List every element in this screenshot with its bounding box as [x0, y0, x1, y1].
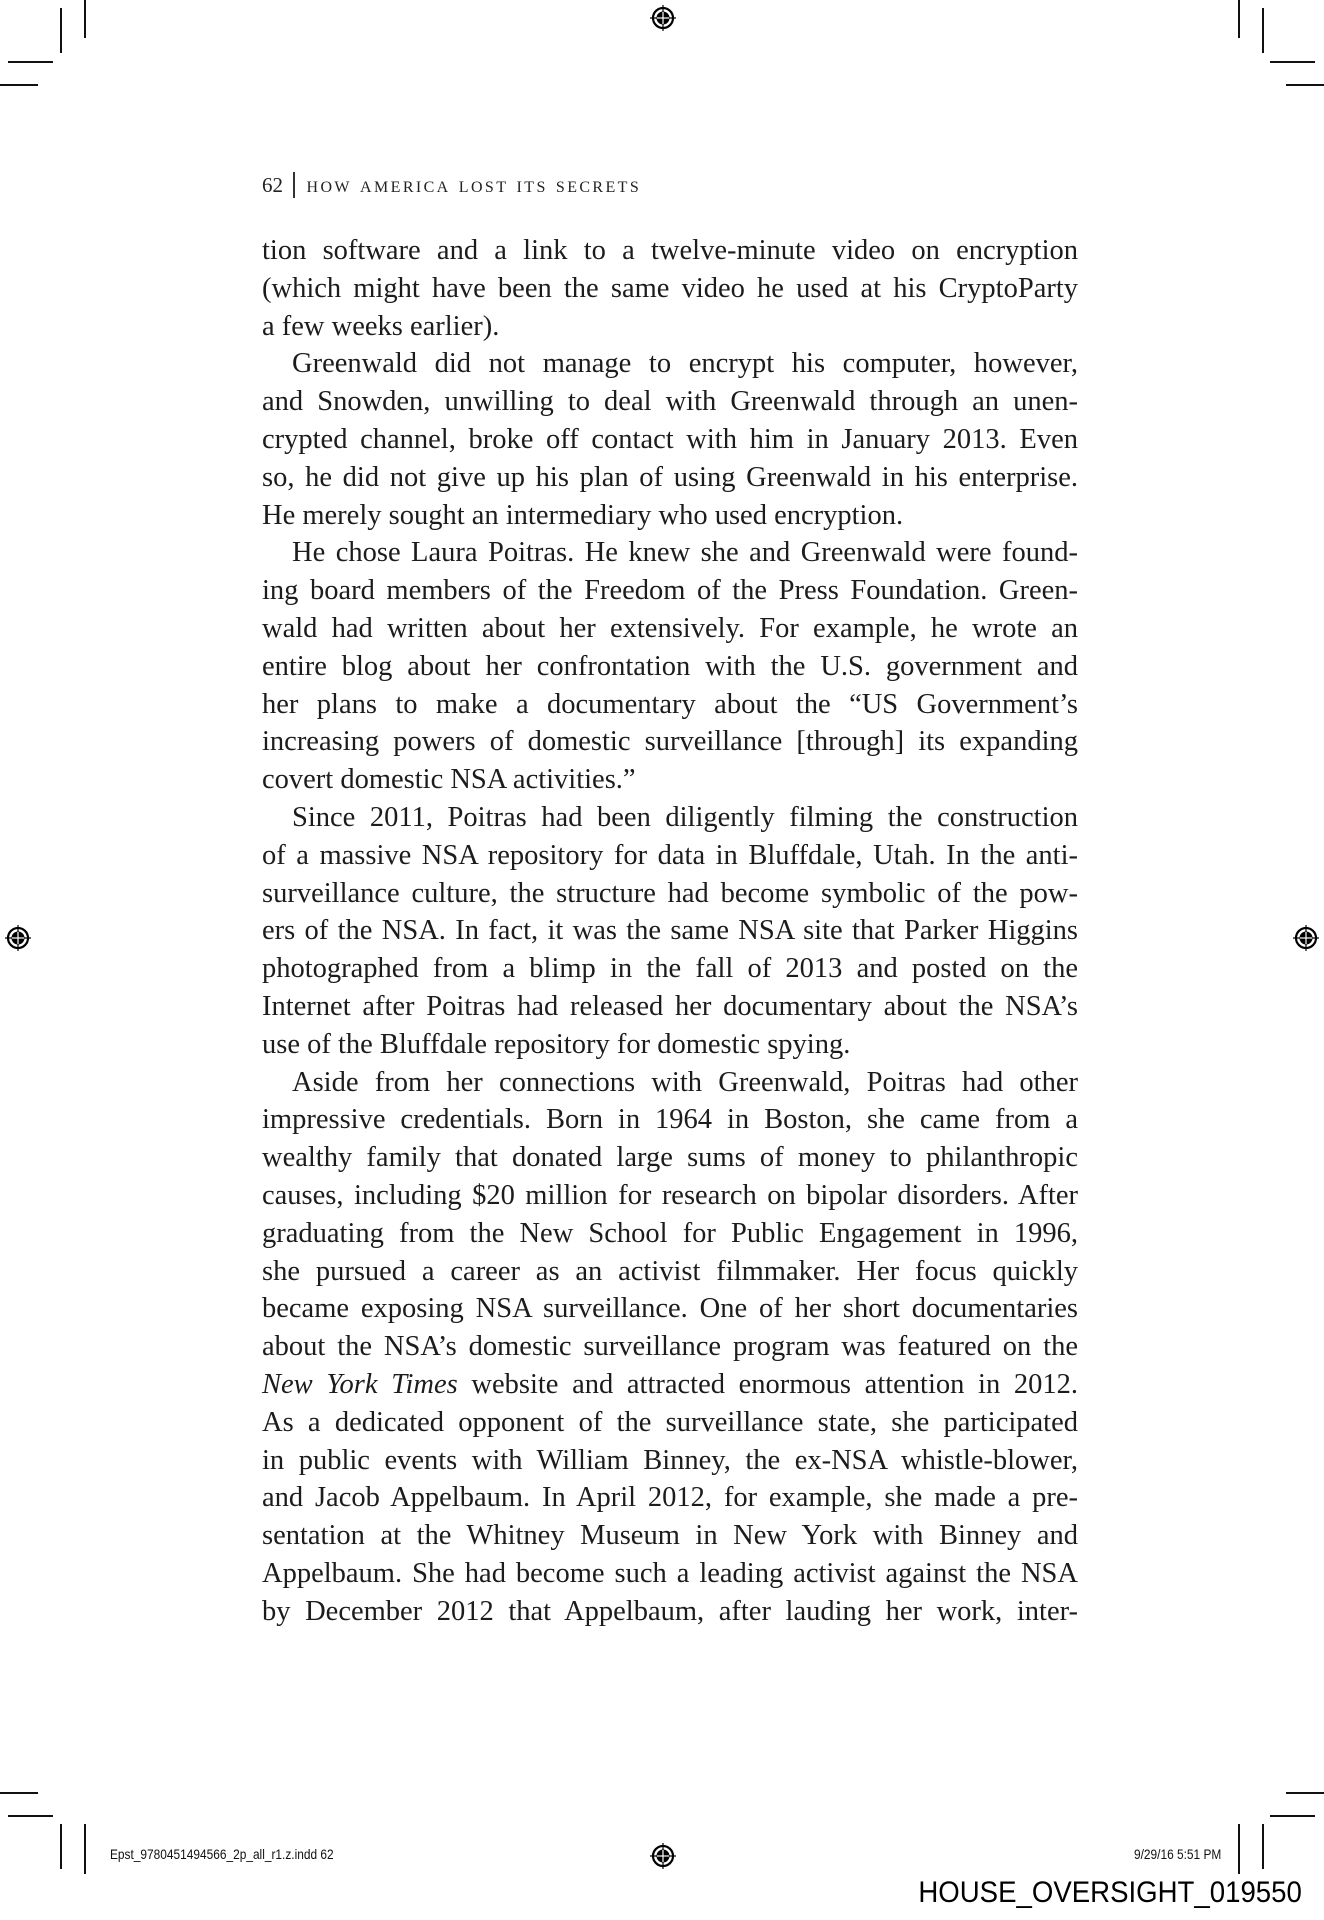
text-line: causes, including $20 million for research on bipolar disorders. After [262, 1179, 1078, 1211]
bates-number: HOUSE_OVERSIGHT_019550 [918, 1876, 1302, 1909]
text-line: He merely sought an intermediary who used encryption. [262, 499, 904, 531]
crosshair-registration-icon [1292, 924, 1320, 952]
text-line: of a massive NSA repository for data in Bluffdale, Utah. In the anti- [262, 839, 1078, 871]
text-line: so, he did not give up his plan of using Greenwald in his enterprise. [262, 461, 1078, 493]
crop-mark [0, 1792, 38, 1794]
text-line: in public events with William Binney, the ex-NSA whistle-blower, [262, 1444, 1078, 1476]
crop-mark [1238, 1824, 1240, 1874]
text-line: about the NSA’s domestic surveillance program was featured on the [262, 1331, 1078, 1363]
text-line: New York Times website and attracted enormous attention in 2012. [262, 1368, 1078, 1400]
text-line: wealthy family that donated large sums of money to philanthropic [262, 1142, 1078, 1174]
text-line: As a dedicated opponent of the surveillance state, she participated [262, 1406, 1078, 1438]
italic-title: New York Times [262, 1368, 458, 1400]
text-line: Greenwald did not manage to encrypt his computer, however, [292, 348, 1078, 380]
body-text [262, 232, 1078, 1630]
crop-mark [1262, 8, 1264, 53]
crop-mark [1262, 1824, 1264, 1869]
slug-file-name: Epst_9780451494566_2p_all_r1.z.indd 62 [110, 1846, 334, 1862]
crop-mark [84, 1824, 86, 1874]
header-divider [293, 172, 295, 198]
text-line: Since 2011, Poitras had been diligently filming the construction [292, 801, 1078, 833]
crop-mark [8, 1815, 53, 1817]
text-line: Internet after Poitras had released her documentary about the NSA’s [262, 990, 1078, 1022]
text-line: Appelbaum. She had become such a leading activist against the NSA [262, 1557, 1078, 1589]
crop-mark [1286, 84, 1324, 86]
text-line: crypted channel, broke off contact with him in January 2013. Even [262, 423, 1078, 455]
text-line: photographed from a blimp in the fall of 2013 and posted on the [262, 953, 1078, 985]
crop-mark [1286, 1792, 1324, 1794]
text-line: she pursued a career as an activist filmmaker. Her focus quickly [262, 1255, 1078, 1287]
text-line: (which might have been the same video he used at his CryptoParty [262, 272, 1078, 304]
text-line: increasing powers of domestic surveillance [through] its expanding [262, 726, 1078, 758]
text-line: sentation at the Whitney Museum in New York with Binney and [262, 1520, 1078, 1552]
text-line: wald had written about her extensively. For example, he wrote an [262, 612, 1078, 644]
crop-mark [60, 8, 62, 53]
book-title: how america lost its secrets [306, 172, 642, 197]
running-head [262, 172, 641, 198]
text-line: ing board members of the Freedom of the Press Foundation. Green- [262, 575, 1078, 607]
crop-mark [84, 0, 86, 38]
page-number: 62 [262, 173, 283, 197]
text-line: entire blog about her confrontation with the U.S. government and [262, 650, 1078, 682]
text-line: a few weeks earlier). [262, 310, 500, 342]
crop-mark [8, 61, 53, 63]
text-line: tion software and a link to a twelve-minute video on encryption [262, 235, 1078, 266]
crosshair-registration-icon [649, 4, 677, 32]
text-line: became exposing NSA surveillance. One of her short documentaries [262, 1293, 1078, 1325]
crop-mark [0, 84, 38, 86]
text-line: impressive credentials. Born in 1964 in Boston, she came from a [262, 1104, 1078, 1136]
text-line: ers of the NSA. In fact, it was the same NSA site that Parker Higgins [262, 915, 1078, 947]
text-line: He chose Laura Poitras. He knew she and Greenwald were found- [292, 537, 1078, 569]
text-line: her plans to make a documentary about the “US Government’s [262, 688, 1078, 720]
text-line: and Snowden, unwilling to deal with Greenwald through an unen- [262, 386, 1078, 418]
slug-date-time: 9/29/16 5:51 PM [1134, 1846, 1222, 1862]
text-line: covert domestic NSA activities.” [262, 764, 636, 796]
text-line: Aside from her connections with Greenwald, Poitras had other [292, 1066, 1078, 1098]
crop-mark [60, 1824, 62, 1869]
crop-mark [1238, 0, 1240, 38]
crosshair-registration-icon [649, 1842, 677, 1870]
crop-mark [1270, 61, 1315, 63]
text-line: by December 2012 that Appelbaum, after lauding her work, inter- [262, 1595, 1078, 1627]
text-line: and Jacob Appelbaum. In April 2012, for example, she made a pre- [262, 1482, 1078, 1514]
text-line: graduating from the New School for Public Engagement in 1996, [262, 1217, 1078, 1249]
crosshair-registration-icon [4, 924, 32, 952]
text-line: use of the Bluffdale repository for domestic spying. [262, 1028, 851, 1060]
text-line: surveillance culture, the structure had become symbolic of the pow- [262, 877, 1078, 909]
crop-mark [1270, 1815, 1315, 1817]
